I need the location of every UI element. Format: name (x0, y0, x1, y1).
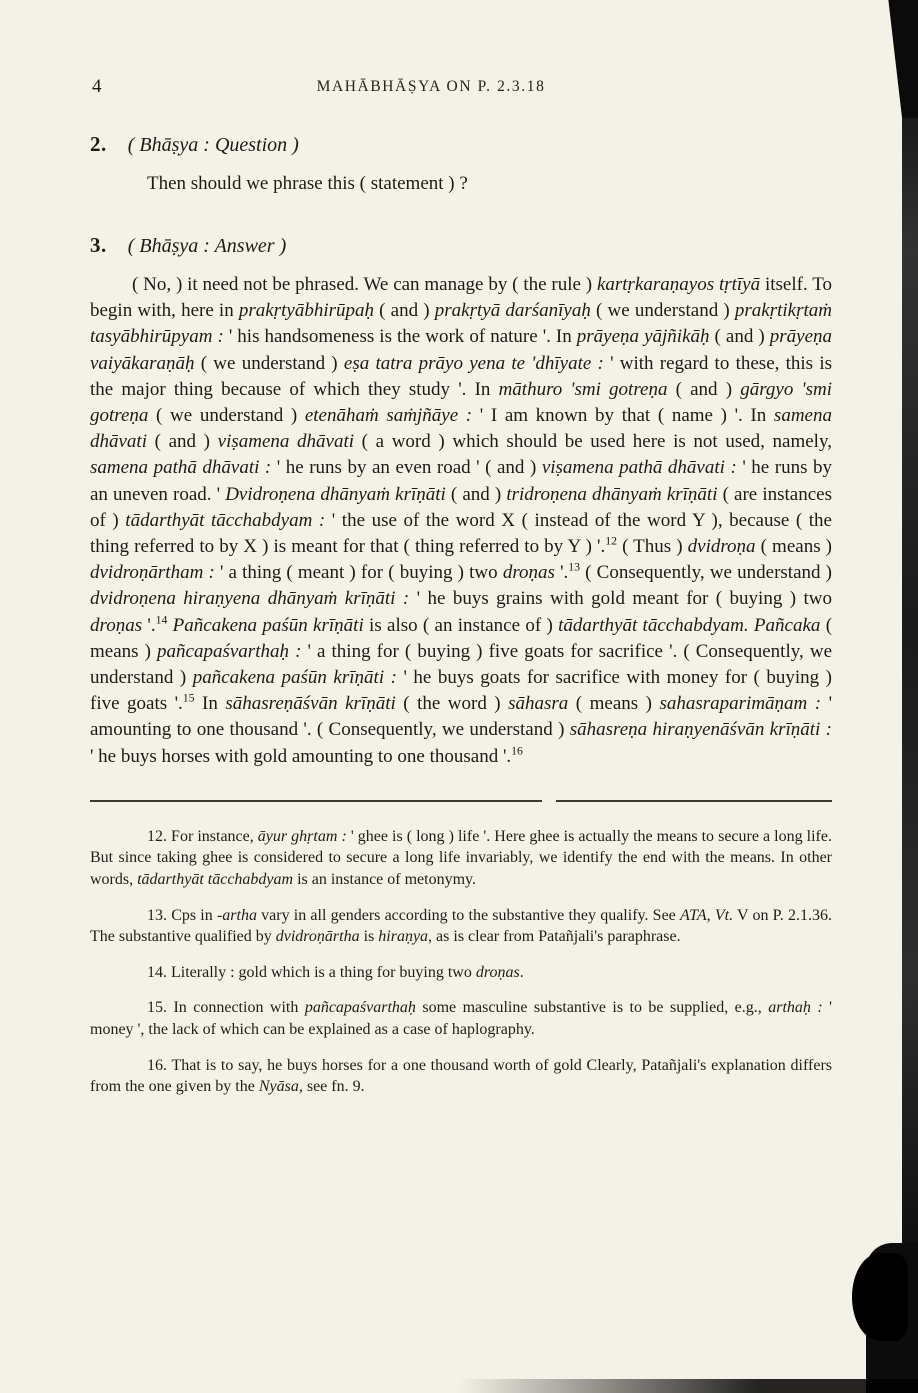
section-3-number: 3. (90, 233, 107, 257)
running-head (90, 76, 832, 102)
section-3-heading (90, 233, 832, 258)
section-2-number: 2. (90, 132, 107, 156)
section-3-body: ( No, ) it need not be phrased. We can manage by ( the rule ) kartṛkaraṇayos tṛtīyā itself. To begin with, here in prakṛtyābhirūpaḥ ( and ) prakṛtyā darśanīyaḥ ( we understand ) prakṛtikṛtaṁ tasyābhirūpyam : ' his handsomeness is the work of nature '. In prāyeṇa yājñikāḥ ( and ) prāyeṇa vaiyākaraṇāḥ ( we understand ) eṣa tatra prāyo yena te 'dhīyate : ' with regard to these, this is the major thing because of which they study '. In māthuro 'smi gotreṇa ( and ) gārgyo 'smi gotreṇa ( we understand ) etenāhaṁ saṁjñāye : ' I am known by that ( name ) '. In samena dhāvati ( and ) viṣamena dhāvati ( a word ) which should be used here is not used, namely, samena pathā dhāvati : ' he runs by an even road ' ( and ) viṣamena pathā dhāvati : ' he runs by an uneven road. ' Dvidroṇena dhānyaṁ krīṇāti ( and ) tridroṇena dhānyaṁ krīṇāti ( are instances of ) tādarthyāt tācchabdyam : ' the use of the word X ( instead of the word Y ), because ( the thing referred to by X ) is meant for that ( thing referred to by Y ) '.$^{12}$ ( Thus ) dvidroṇa ( means ) dvidroṇārtham : ' a thing ( meant ) for ( buying ) two droṇas '.$^{13}$ ( Consequently, we understand ) dvidroṇena hiraṇyena dhānyaṁ krīṇāti : ' he buys grains with gold meant for ( buying ) two droṇas '.$^{14}$ Pañcakena paśūn krīṇāti is also ( an instance of ) tādarthyāt tācchabdyam. Pañcaka ( means ) pañcapaśvarthaḥ : ' a thing for ( buying ) five goats for sacrifice '. ( Consequently, we understand ) pañcakena paśūn krīṇāti : ' he buys goats for sacrifice with money for ( buying ) five goats '.$^{15}$ In sāhasreṇāśvān krīṇāti ( the word ) sāhasra ( means ) sahasraparimāṇam : ' amounting to one thousand '. ( Consequently, we understand ) sāhasreṇa hiraṇyenāśvān krīṇāti : ' he buys horses with gold amounting to one thousand '.$^{16}$ (90, 274, 833, 767)
scan-edge-artifact-bottom-smear (458, 1379, 918, 1393)
footnote-separator-segment-left (90, 800, 542, 802)
footnotes-block (90, 826, 832, 1098)
running-header-title: MAHĀBHĀṢYA ON P. 2.3.18 (316, 78, 546, 95)
footnote-separator (90, 800, 832, 802)
section-2-body: Then should we phrase this ( statement ) ? (147, 173, 468, 194)
scan-edge-artifact-top (880, 0, 918, 118)
footnote-16: 16. That is to say, he buys horses for a one thousand worth of gold Clearly, Patañjali's explanation differs from the one given by the Nyāsa, see fn. 9. (90, 1056, 832, 1096)
page-number: 4 (92, 76, 102, 97)
section-3-title: ( Bhāṣya : Answer ) (127, 235, 287, 257)
section-2-heading (90, 132, 832, 157)
footnote-15: 15. In connection with pañcapaśvarthaḥ some masculine substantive is to be supplied, e.g., arthaḥ : ' money ', the lack of which can be explained as a case of haplography. (90, 999, 833, 1039)
footnote-12: 12. For instance, āyur ghṛtam : ' ghee is ( long ) life '. Here ghee is actually the means to secure a long life. But since taking ghee is considered to secure a long life invariably, we identify the end with the means. In other words, tādarthyāt tācchabdyam is an instance of metonymy. (90, 827, 832, 889)
scan-edge-artifact-strip (902, 0, 918, 1393)
footnote-13: 13. Cps in -artha vary in all genders according to the substantive they qualify. See ATA, Vt. V on P. 2.1.36. The substantive qualified by dvidroṇārtha is hiraṇya, as is clear from Patañjali's paraphrase. (90, 906, 833, 946)
scan-edge-artifact-blob (852, 1253, 908, 1341)
page-column (90, 0, 832, 1112)
section-2-title: ( Bhāṣya : Question ) (127, 134, 299, 156)
footnote-separator-segment-right (556, 800, 832, 802)
footnote-14: 14. Literally : gold which is a thing for buying two droṇas. (147, 963, 524, 981)
